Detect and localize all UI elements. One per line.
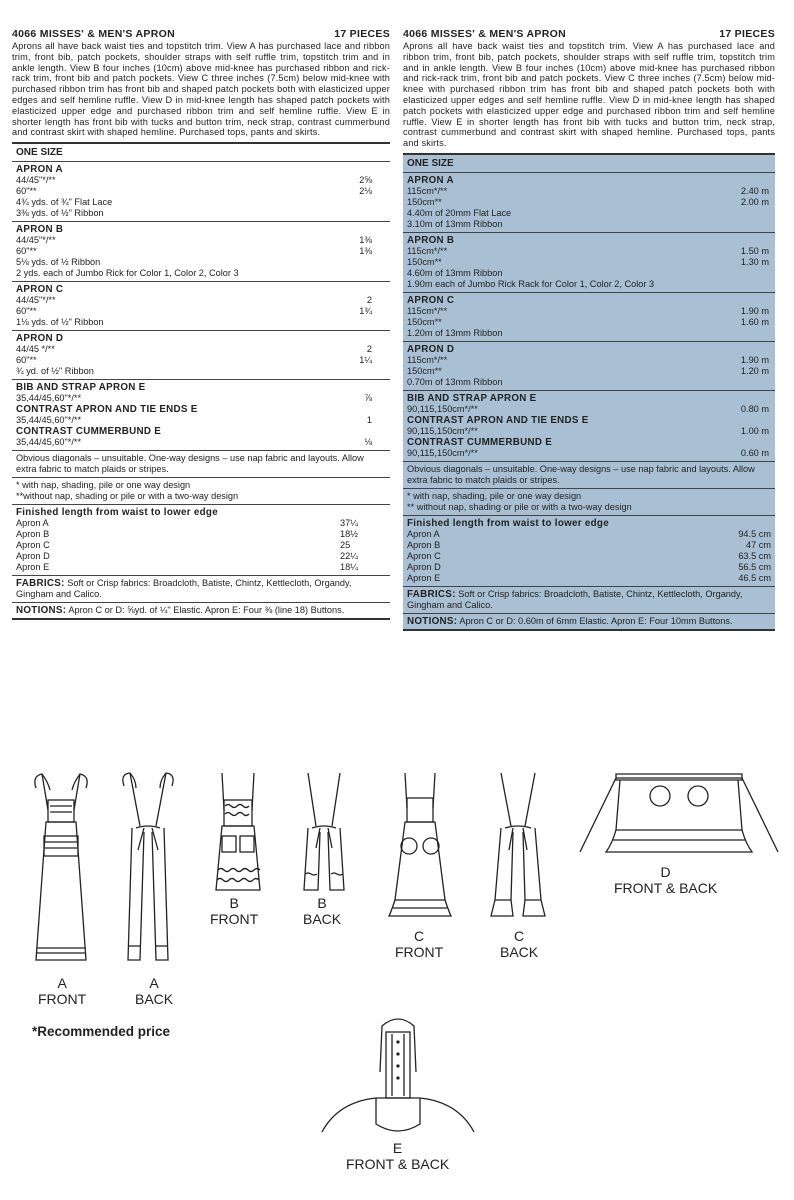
finished-title: Finished length from waist to lower edge xyxy=(407,517,609,529)
description: Aprons all have back waist ties and topstitch trim. View A has purchased lace and ribbon trim, front bib, patch pockets, shoulder straps with self ruffle trim, topstitch trim and in ankle length. View B four inches (10cm) above mid-knee has purchased ribbon and rick-rack trim, front bib and patch pockets. View C three inches (7.5cm) below mid-knee with purchased ribbon trim has front bib and shaped patch pockets both with elasticized upper edges and self hemline ruffle. View D in mid-knee length has shaped patch pockets with elasticized upper edge and purchased ribbon trim and self hemline ruffle. View E in shorter length has front bib with tucks and button trim, neck strap, contrast cummerbund and contrast skirt with shaped hemline. Purchased tops, pants and skirts. xyxy=(403,41,775,149)
metric-panel xyxy=(403,153,775,631)
trim-line: 2 yds. each of Jumbo Rick for Color 1, Color 2, Color 3 xyxy=(16,268,239,279)
apron-a-front-illustration xyxy=(28,770,94,970)
finished-row: Apron A 37¼ xyxy=(16,518,358,529)
finished-length xyxy=(12,505,390,576)
trim-line: 0.70m of 13mm Ribbon xyxy=(407,376,503,387)
fabric-width: 44/45 */** xyxy=(16,344,55,355)
yardage: 2 xyxy=(366,295,372,306)
apron-a-block xyxy=(12,162,390,222)
view-e-label: E FRONT & BACK xyxy=(346,1140,450,1172)
metric-column xyxy=(403,28,775,631)
fabric-width: 60"** xyxy=(16,186,37,197)
fabric-width: 150cm** xyxy=(407,196,442,207)
fabric-width: 150cm** xyxy=(407,316,442,327)
fabric-note: Obvious diagonals – unsuitable. One-way designs – use nap fabric and layouts. Allow extra fabric to match plaids or stripes. xyxy=(12,451,390,478)
fabric-width: 60"** xyxy=(16,355,37,366)
nap-note: * with nap, shading, pile or one way design xyxy=(407,490,582,501)
block-subtitle: CONTRAST APRON AND TIE ENDS E xyxy=(16,404,198,416)
apron-b-front-illustration xyxy=(210,770,266,894)
block-title: BIB AND STRAP APRON E xyxy=(16,382,146,394)
fabric-width: 44/45"*/** xyxy=(16,175,56,186)
fabric-width: 115cm*/** xyxy=(407,245,448,256)
fabric-width: 115cm*/** xyxy=(407,354,448,365)
trim-line: 3⅜ yds. of ½" Ribbon xyxy=(16,208,104,219)
pieces-count: 17 PIECES xyxy=(719,28,775,40)
view-b-front-label: B FRONT xyxy=(210,895,259,927)
yardage: ⅛ xyxy=(364,437,372,448)
block-title: BIB AND STRAP APRON E xyxy=(407,392,537,404)
apron-e-illustration xyxy=(318,1012,478,1136)
apron-c-block xyxy=(12,282,390,331)
trim-line: 1.20m of 13mm Ribbon xyxy=(407,327,503,338)
yardage: 1⅜ xyxy=(359,246,372,257)
yardage: 0.60 m xyxy=(740,447,769,458)
notions-text: Apron C or D: ⅝yd. of ¼" Elastic. Apron E: Four ⅜ (line 18) Buttons. xyxy=(68,605,345,616)
yardage: 2.00 m xyxy=(740,196,769,207)
fabric-width: 44/45"*/** xyxy=(16,295,56,306)
apron-d-illustration xyxy=(576,768,782,862)
fabrics-section xyxy=(12,576,390,603)
finished-row: Apron E 18¼ xyxy=(16,562,358,573)
nap-note: ** without nap, shading or pile or with a two-way design xyxy=(407,501,632,512)
yardage: 2⅛ xyxy=(359,186,372,197)
view-c-back-label: C BACK xyxy=(500,928,539,960)
yardage: ⅞ xyxy=(364,393,372,404)
apron-b-block xyxy=(403,233,775,293)
fabrics-text: Soft or Crisp fabrics: Broadcloth, Batiste, Chintz, Kettlecloth, Organdy, Gingham and Calico. xyxy=(16,578,352,600)
fabric-note: Obvious diagonals – unsuitable. One-way designs – use nap fabric and layouts. Allow extra fabric to match plaids or stripes. xyxy=(403,462,775,489)
block-subtitle: CONTRAST APRON AND TIE ENDS E xyxy=(407,414,589,426)
finished-row: Apron A 94.5 cm xyxy=(407,528,771,539)
apron-c-block xyxy=(403,293,775,342)
view-c-front-label: C FRONT xyxy=(395,928,444,960)
trim-line: 4¾ yds. of ¾" Flat Lace xyxy=(16,197,113,208)
finished-row: Apron C 63.5 cm xyxy=(407,550,771,561)
pattern-title: 4066 MISSES' & MEN'S APRON xyxy=(12,28,175,40)
notions-label: NOTIONS: xyxy=(407,615,458,627)
finished-row: Apron C 25 xyxy=(16,540,351,551)
yardage: 2 xyxy=(366,344,372,355)
view-a-back-label: A BACK xyxy=(135,975,174,1007)
apron-b-back-illustration xyxy=(296,770,352,894)
block-subtitle: CONTRAST CUMMERBUND E xyxy=(16,426,162,438)
finished-title: Finished length from waist to lower edge xyxy=(16,507,218,519)
block-title: APRON C xyxy=(16,284,64,296)
fabric-width: 150cm** xyxy=(407,256,442,267)
trim-line: 1.90m each of Jumbo Rick Rack for Color 1, Color 2, Color 3 xyxy=(407,278,655,289)
nap-notes xyxy=(12,478,390,505)
block-title: APRON B xyxy=(16,224,64,236)
imperial-column xyxy=(12,28,390,620)
notions-section xyxy=(403,614,775,631)
yardage: 1¼ xyxy=(359,355,372,366)
block-title: APRON D xyxy=(407,343,455,355)
pattern-header xyxy=(12,28,390,40)
trim-line: 4.40m of 20mm Flat Lace xyxy=(407,207,512,218)
nap-note: **without nap, shading or pile or with a two-way design xyxy=(16,491,239,502)
fabric-width: 60"** xyxy=(16,246,37,257)
yardage: 1⅜ xyxy=(359,235,372,246)
fabrics-section xyxy=(403,587,775,614)
view-a-front-label: A FRONT xyxy=(38,975,87,1007)
yardage: 1.90 m xyxy=(740,354,769,365)
notions-section xyxy=(12,603,390,620)
fabric-width: 44/45"*/** xyxy=(16,235,56,246)
block-title: APRON B xyxy=(407,234,455,246)
fabric-width: 90,115,150cm*/** xyxy=(407,447,478,458)
finished-row: Apron B 18½ xyxy=(16,529,358,540)
size-label: ONE SIZE xyxy=(12,144,390,162)
yardage: 1.90 m xyxy=(740,305,769,316)
apron-e-block xyxy=(403,391,775,462)
trim-line: 3.10m of 13mm Ribbon xyxy=(407,218,503,229)
notions-text: Apron C or D: 0.60m of 6mm Elastic. Apron E: Four 10mm Buttons. xyxy=(459,615,733,626)
pieces-count: 17 PIECES xyxy=(334,28,390,40)
finished-row: Apron D 56.5 cm xyxy=(407,561,771,572)
fabric-width: 90,115,150cm*/** xyxy=(407,425,478,436)
block-title: APRON C xyxy=(407,294,455,306)
fabric-width: 115cm*/** xyxy=(407,185,448,196)
fabrics-label: FABRICS: xyxy=(16,578,65,590)
nap-note: * with nap, shading, pile or one way design xyxy=(16,480,191,491)
fabrics-label: FABRICS: xyxy=(407,588,456,600)
finished-row: Apron E 46.5 cm xyxy=(407,572,771,583)
finished-row: Apron B 47 cm xyxy=(407,539,771,550)
fabric-width: 35,44/45,60"*/** xyxy=(16,415,82,426)
apron-d-block xyxy=(12,331,390,380)
trim-line: 4.60m of 13mm Ribbon xyxy=(407,267,503,278)
finished-row: Apron D 22¼ xyxy=(16,551,358,562)
view-d-label: D FRONT & BACK xyxy=(614,864,718,896)
fabrics-text: Soft or Crisp fabrics: Broadcloth, Batiste, Chintz, Kettlecloth, Organdy, Gingham and Calico. xyxy=(407,588,743,610)
yardage: 1.60 m xyxy=(740,316,769,327)
fabric-width: 60"** xyxy=(16,306,37,317)
yardage-panel xyxy=(12,142,390,620)
apron-e-block xyxy=(12,380,390,451)
notions-label: NOTIONS: xyxy=(16,605,67,617)
yardage: 1.20 m xyxy=(740,365,769,376)
yardage: 2⅝ xyxy=(359,175,372,186)
recommended-price-note: *Recommended price xyxy=(32,1024,171,1039)
trim-line: 5⅛ yds. of ½ Ribbon xyxy=(16,257,101,268)
yardage: 1.00 m xyxy=(740,425,769,436)
trim-line: 1⅛ yds. of ½" Ribbon xyxy=(16,317,104,328)
block-title: APRON D xyxy=(16,333,64,345)
pattern-header xyxy=(403,28,775,40)
yardage: 1.30 m xyxy=(740,256,769,267)
nap-notes xyxy=(403,489,775,516)
size-label: ONE SIZE xyxy=(403,155,775,173)
trim-line: ¾ yd. of ½" Ribbon xyxy=(16,366,94,377)
block-subtitle: CONTRAST CUMMERBUND E xyxy=(407,436,553,448)
apron-a-back-illustration xyxy=(118,770,178,970)
apron-b-block xyxy=(12,222,390,282)
fabric-width: 35,44/45,60"*/** xyxy=(16,437,82,448)
fabric-width: 35,44/45,60"*/** xyxy=(16,393,82,404)
apron-c-front-illustration xyxy=(385,770,455,920)
yardage: 1 xyxy=(366,415,372,426)
finished-length xyxy=(403,516,775,587)
yardage: 0.80 m xyxy=(740,403,769,414)
fabric-width: 115cm*/** xyxy=(407,305,448,316)
pattern-title: 4066 MISSES' & MEN'S APRON xyxy=(403,28,566,40)
yardage: 1.50 m xyxy=(740,245,769,256)
yardage: 2.40 m xyxy=(740,185,769,196)
block-title: APRON A xyxy=(16,164,63,176)
fabric-width: 90,115,150cm*/** xyxy=(407,403,478,414)
view-b-back-label: B BACK xyxy=(303,895,342,927)
apron-c-back-illustration xyxy=(483,770,553,920)
fabric-width: 150cm** xyxy=(407,365,442,376)
apron-a-block xyxy=(403,173,775,233)
yardage: 1¾ xyxy=(359,306,372,317)
apron-d-block xyxy=(403,342,775,391)
description: Aprons all have back waist ties and topstitch trim. View A has purchased lace and ribbon trim, front bib, patch pockets, shoulder straps with self ruffle trim, topstitch trim and in ankle length. View B four inches (10cm) above mid-knee has purchased ribbon and rick-rack trim, front bib and patch pockets. View C three inches (7.5cm) below mid-knee with purchased ribbon trim has front bib and shaped patch pockets both with elasticized upper edges and self hemline ruffle. View D in mid-knee length has shaped patch pockets with elasticized upper edge and purchased ribbon trim and self hemline ruffle. View E in shorter length has front bib with tucks and button trim, neck strap, contrast cummerbund and contrast skirt with shaped hemline. Purchased tops, pants and skirts. xyxy=(12,41,390,138)
block-title: APRON A xyxy=(407,174,454,186)
